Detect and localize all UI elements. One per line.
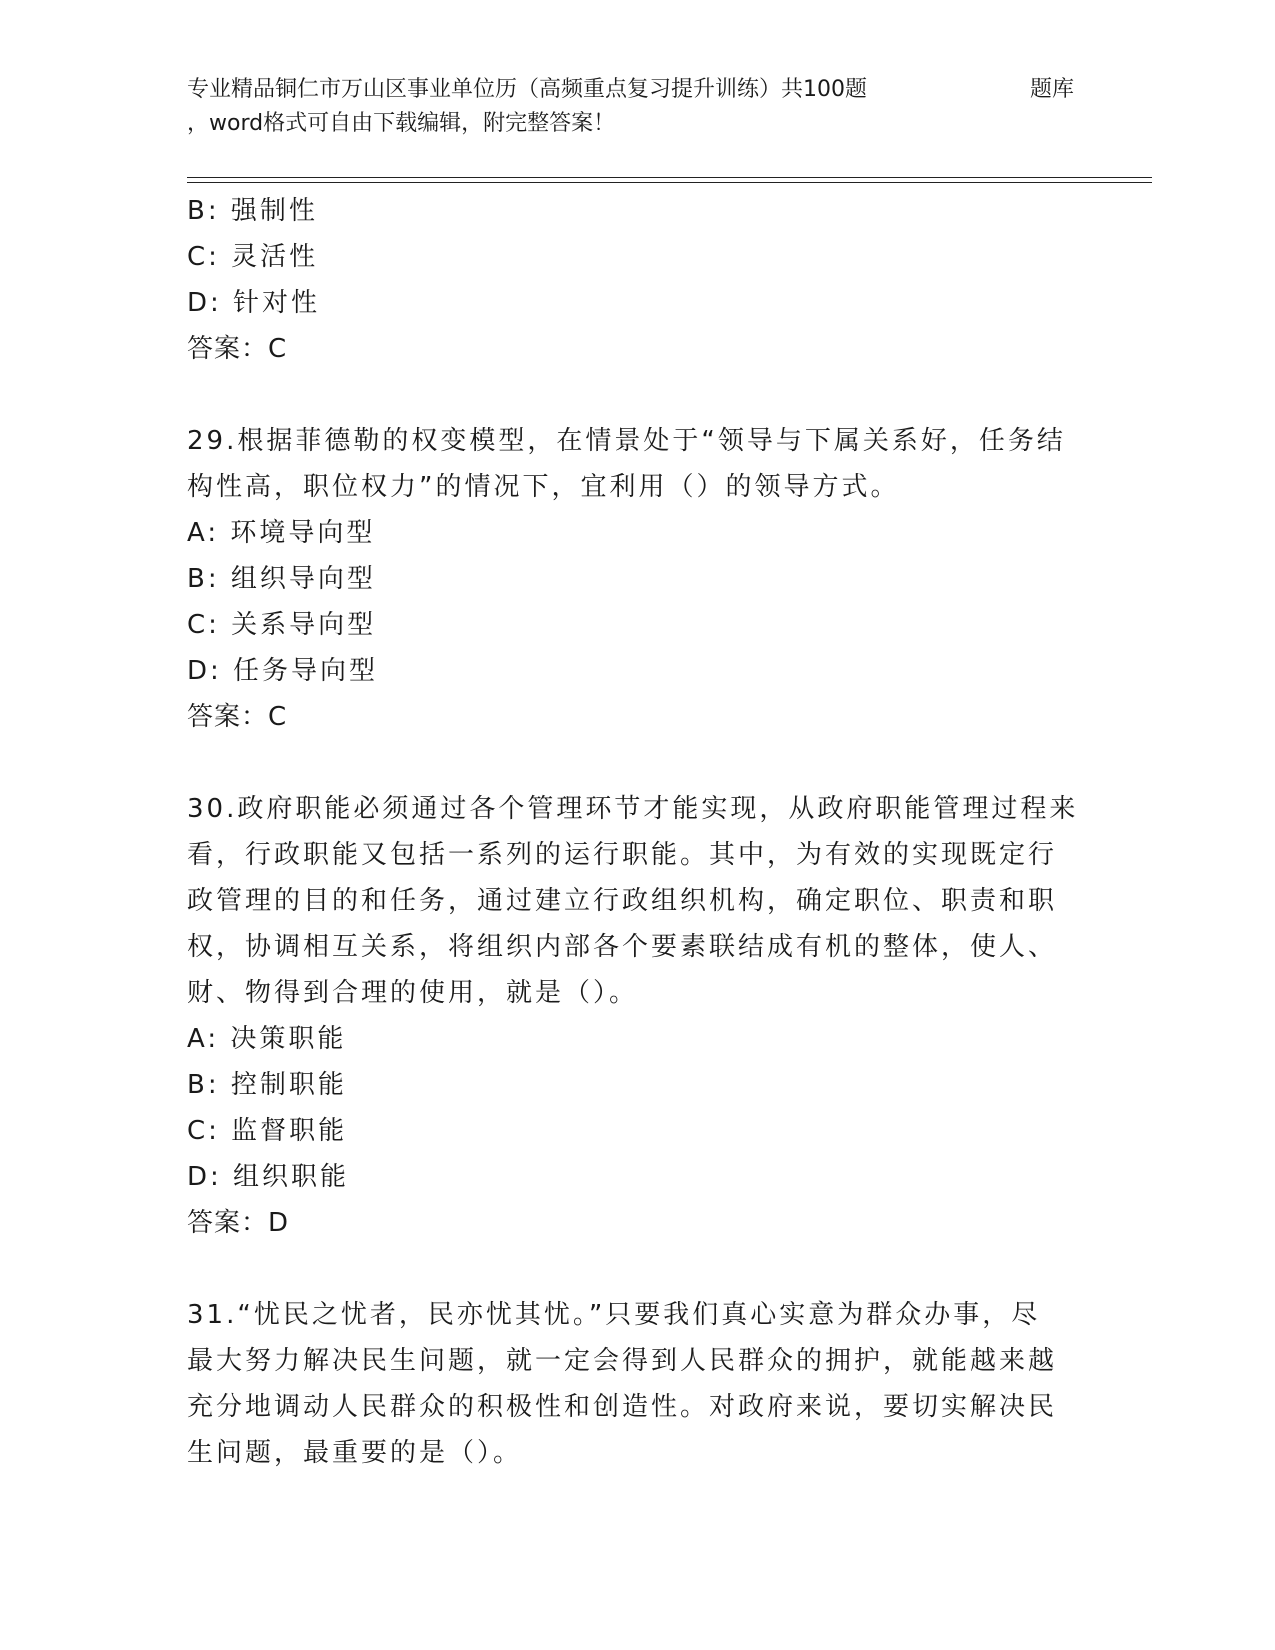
option-b: B: 组织导向型 — [187, 564, 376, 594]
answer: 答案：C — [187, 702, 288, 732]
answer: 答案：C — [187, 334, 288, 364]
question-text-line: 29.根据菲德勒的权变模型，在情景处于“领导与下属关系好，任务结 — [187, 426, 1066, 456]
option-a: A: 环境导向型 — [187, 518, 376, 548]
question-text-line: 30.政府职能必须通过各个管理环节才能实现，从政府职能管理过程来 — [187, 794, 1079, 824]
question-29 — [187, 418, 1087, 740]
option-a: A: 决策职能 — [187, 1024, 347, 1054]
header-divider-secondary — [187, 182, 1152, 183]
question-text-line: 财、物得到合理的使用，就是（）。 — [187, 978, 639, 1008]
question-text-line: 最大努力解决民生问题，就一定会得到人民群众的拥护，就能越来越 — [187, 1346, 1058, 1376]
header-tag: 题库 — [1030, 77, 1075, 102]
question-text-line: 构性高，职位权力”的情况下，宜利用（）的领导方式。 — [187, 472, 900, 502]
question-31 — [187, 1292, 1087, 1476]
prev-question-tail — [187, 188, 1087, 372]
question-text-line: 充分地调动人民群众的积极性和创造性。对政府来说，要切实解决民 — [187, 1392, 1058, 1422]
question-text-line: 生问题，最重要的是（）。 — [187, 1438, 523, 1468]
header-title-line — [187, 73, 1147, 107]
question-text-line: 31.“忧民之忧者，民亦忧其忧。”只要我们真心实意为群众办事，尽 — [187, 1300, 1041, 1330]
option-d: D: 针对性 — [187, 288, 321, 318]
question-text-line: 看，行政职能又包括一系列的运行职能。其中，为有效的实现既定行 — [187, 840, 1058, 870]
option-c: C: 关系导向型 — [187, 610, 377, 640]
option-d: D: 任务导向型 — [187, 656, 379, 686]
header-subtitle: ，word格式可自由下载编辑，附完整答案！ — [187, 111, 616, 136]
question-text-line: 政管理的目的和任务，通过建立行政组织机构，确定职位、职责和职 — [187, 886, 1058, 916]
option-c: C: 监督职能 — [187, 1116, 348, 1146]
option-c: C: 灵活性 — [187, 242, 319, 272]
option-b: B: 控制职能 — [187, 1070, 347, 1100]
answer: 答案：D — [187, 1208, 290, 1238]
header-title: 专业精品铜仁市万山区事业单位历（高频重点复习提升训练）共100题 — [187, 77, 867, 102]
document-body — [187, 188, 1087, 1476]
question-30 — [187, 786, 1087, 1246]
option-b: B: 强制性 — [187, 196, 318, 226]
question-text-line: 权，协调相互关系，将组织内部各个要素联结成有机的整体，使人、 — [187, 932, 1058, 962]
page-header — [187, 73, 1147, 141]
header-divider — [187, 177, 1152, 178]
option-d: D: 组织职能 — [187, 1162, 350, 1192]
